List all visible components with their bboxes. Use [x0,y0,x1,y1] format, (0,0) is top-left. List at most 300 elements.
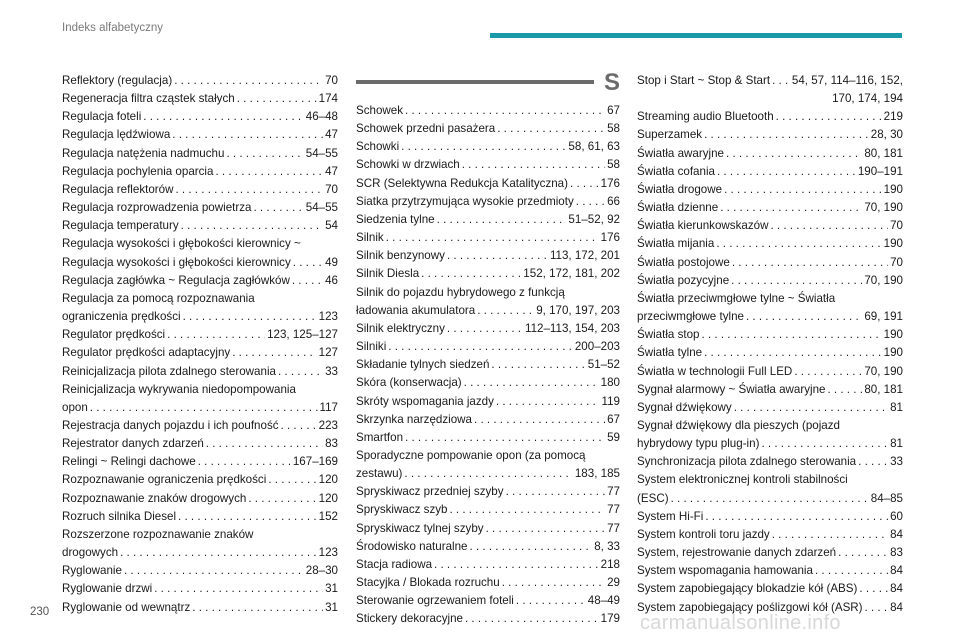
entry-term: Światła kierunkowskazów [637,219,769,233]
entry-term: Relingi ~ Relingi dachowe [62,455,196,469]
dot-leader [253,199,303,217]
dot-leader [143,108,303,126]
dot-leader [770,217,888,235]
entry-pages: 70 [325,182,338,196]
entry-term: Schowki w drzwiach [356,158,460,172]
entry-term: Regulacja za pomocą rozpoznawania [62,291,255,305]
entry-pages: 58 [607,158,620,172]
entry-pages: 80, 181 [864,146,903,160]
index-entry [356,229,620,247]
dot-leader [502,574,605,592]
dot-leader [90,399,318,417]
index-entry [62,363,338,381]
section-divider [356,80,594,84]
entry-term: Smartfon [356,430,404,444]
entry-term: Siedzenia tylne [356,212,435,226]
entry-term: Schowek [356,104,404,117]
entry-pages: 84 [890,527,903,541]
entry-term: Sterowanie ogrzewaniem foteli [356,594,514,608]
entry-pages: 59 [607,430,620,444]
dot-leader [516,592,586,610]
entry-term: Superzamek [637,128,703,142]
dot-leader [268,471,316,489]
entry-term: System zapobiegający blokadzie kół (ABS) [637,582,858,596]
entry-term: Światła awaryjne [637,146,724,160]
index-entry [637,580,903,598]
index-entry [356,120,620,138]
dot-leader [464,374,599,392]
entry-term: Reflektory (regulacja) [62,74,173,87]
entry-term: drogowych [62,546,119,560]
page-number: 230 [30,606,50,618]
index-entry [62,544,338,562]
entry-term: Regulacja zagłówka ~ Regulacja zagłówków [62,273,290,287]
dot-leader [281,417,317,435]
entry-pages: 8, 33 [594,539,620,553]
index-entry [637,90,903,108]
entry-pages: 46 [325,273,338,287]
entry-pages: 127 [318,346,338,360]
index-entry [637,290,903,308]
entry-term: System wspomagania hamowania [637,564,813,578]
dot-leader [198,453,291,471]
index-entry [637,272,903,290]
dot-leader [671,490,869,508]
entry-term: Regulacja wysokości i głębokości kierownicy [62,255,291,269]
entry-term: Regulator prędkości [62,328,166,342]
index-entry [637,363,903,381]
entry-term: System elektronicznej kontroli stabilności [637,473,848,487]
entry-pages: 48–49 [587,594,620,608]
index-entry [356,211,620,229]
entry-pages: 84 [890,582,903,596]
dot-leader [124,562,304,580]
index-column-3 [637,72,903,617]
entry-term: Sygnał dźwiękowy dla pieszych (pojazd [637,418,840,432]
dot-leader [761,435,888,453]
entry-term: Schowek przedni pasażera [356,122,496,136]
index-entry [637,217,903,235]
index-entry [356,265,620,283]
index-entry [637,544,903,562]
entry-term: Silnik do pojazdu hybrydowego z funkcją [356,285,565,299]
dot-leader [293,254,323,272]
entry-pages: 51–52 [587,358,620,372]
entry-pages: 46–48 [305,110,338,124]
entry-pages: 70, 190 [864,273,903,287]
entry-pages: 70 [325,74,338,87]
entry-pages: 120 [318,491,338,505]
entry-pages: 54 [325,219,338,233]
index-entry [356,429,620,447]
dot-leader [447,320,523,338]
entry-pages: 77 [607,521,620,535]
index-entry [637,344,903,362]
index-entry [356,483,620,501]
entry-pages: 54–55 [305,146,338,160]
entry-pages: 31 [325,582,338,596]
dot-leader [474,411,605,429]
index-entry [62,399,338,417]
index-entry [356,393,620,411]
index-entry [637,381,903,399]
dot-leader [226,145,303,163]
dot-leader [449,501,605,519]
dot-leader [859,580,888,598]
dot-leader [386,229,599,247]
entry-term: Ryglowanie od wewnątrz [62,600,191,614]
entry-term: opon [62,400,88,414]
entry-pages: 67 [607,412,620,426]
entry-term: ograniczenia prędkości [62,310,181,324]
index-entry [356,247,620,265]
index-entry [356,538,620,556]
entry-term: Stickery dekoracyjne [356,612,463,626]
entry-term: System zapobiegający poślizgowi kół (ASR) [637,600,863,614]
entry-pages: 70 [890,219,903,233]
entry-pages: 176 [600,176,620,190]
entry-pages: 54–55 [305,201,338,215]
index-entry [62,90,338,108]
entry-pages: 117 [319,400,338,414]
entry-pages: 219 [883,110,903,124]
dot-leader [183,308,317,326]
entry-term: Schowki [356,140,400,154]
index-entry [637,490,903,508]
dot-leader [388,338,573,356]
index-entry [637,72,903,90]
index-entry [356,465,620,483]
index-entry [62,599,338,617]
dot-leader [154,580,323,598]
entry-pages: 113, 172, 201 [549,249,620,263]
entry-pages: 174 [318,92,338,106]
entry-pages: 83 [325,437,338,451]
index-entry [356,193,620,211]
index-entry [62,526,338,544]
index-entry [637,145,903,163]
entry-pages: 223 [318,418,338,432]
index-entry [637,308,903,326]
entry-pages: 190 [883,328,903,342]
entry-term: Silniki [356,340,387,354]
index-entry [62,254,338,272]
entry-pages: 66 [607,194,620,208]
entry-term: przeciwmgłowe tylne [637,310,744,324]
dot-leader [570,175,599,193]
dot-leader [815,562,888,580]
entry-term: Regulacja pochylenia oparcia [62,164,214,178]
index-entry [356,102,620,120]
entry-pages-continued: 170, 174, 194 [832,92,903,106]
entry-term: Spryskiwacz szyb [356,503,448,517]
entry-term: Silnik benzynowy [356,249,445,263]
entry-term: Siatka przytrzymująca wysokie przedmioty [356,194,574,208]
index-entry [356,592,620,610]
index-entry [356,447,620,465]
entry-term: Rejestracja danych pojazdu i ich poufność [62,418,279,432]
index-column-1 [62,72,338,617]
entry-term: ładowania akumulatora [356,303,476,317]
entry-term: (ESC) [637,491,669,505]
index-entry [62,435,338,453]
dot-leader [734,399,888,417]
section-letter: S [603,69,620,96]
entry-term: Światła postojowe [637,255,730,269]
index-entry [637,508,903,526]
dot-leader [434,556,599,574]
entry-term: Rozruch silnika Diesel [62,509,177,523]
entry-term: Regulacja temperatury [62,219,179,233]
entry-term: Światła drogowe [637,182,723,196]
entry-pages: 123 [318,546,338,560]
entry-pages: 123 [318,310,338,324]
entry-pages: 9, 170, 197, 203 [536,303,620,317]
index-entry [62,272,338,290]
entry-term: zestawu) [356,467,403,481]
dot-leader [731,272,862,290]
entry-pages: 60 [890,509,903,523]
index-entry [62,326,338,344]
entry-pages: 83 [890,546,903,560]
dot-leader [576,193,605,211]
header-title: Indeks alfabetyczny [62,22,164,34]
dot-leader [248,490,316,508]
index-entry [356,501,620,519]
entry-term: Światła stop [637,328,700,342]
entry-pages: 190 [883,182,903,196]
index-entry [637,235,903,253]
entry-pages: 123, 125–127 [267,328,338,342]
dot-leader [486,520,606,538]
index-entry [356,411,620,429]
entry-term: Skróty wspomagania jazdy [356,394,494,408]
entry-term: Stacja radiowa [356,557,433,571]
entry-term: Stop i Start ~ Stop & Start [637,74,771,87]
index-entry [62,308,338,326]
entry-pages: 176 [600,231,620,245]
entry-pages: 70, 190 [864,201,903,215]
index-entry [62,562,338,580]
entry-term: Streaming audio Bluetooth [637,110,774,124]
entry-term: Światła przeciwmgłowe tylne ~ Światła [637,291,836,305]
index-entry [62,163,338,181]
dot-leader [404,465,572,483]
dot-leader [704,344,882,362]
index-entry [62,126,338,144]
entry-term: hybrydowy typu plug-in) [637,437,760,451]
dot-leader [794,363,862,381]
entry-pages: 190 [883,237,903,251]
entry-term: Regulacja natężenia nadmuchu [62,146,225,160]
entry-term: Skrzynka narzędziowa [356,412,472,426]
dot-leader [827,381,862,399]
index-entry [62,217,338,235]
entry-pages: 120 [318,473,338,487]
entry-pages: 58, 61, 63 [568,140,620,154]
dot-leader [462,156,605,174]
entry-term: Regulacja foteli [62,110,142,124]
entry-pages: 31 [325,600,338,614]
dot-leader [704,126,869,144]
index-entry [62,72,338,90]
entry-pages: 152, 172, 181, 202 [523,267,620,281]
entry-term: Spryskiwacz tylnej szyby [356,521,484,535]
index-entry [62,235,338,253]
index-entry [637,108,903,126]
index-entry [637,562,903,580]
dot-leader [732,254,888,272]
entry-pages: 67 [607,104,620,117]
entry-pages: 200–203 [574,340,620,354]
index-entry [62,471,338,489]
entry-term: Środowisko naturalne [356,539,468,553]
entry-pages: 84–85 [870,491,903,505]
entry-term: Światła cofania [637,164,715,178]
dot-leader [206,435,323,453]
entry-term: Rozpoznawanie ograniczenia prędkości [62,473,267,487]
watermark: carmanualsonline.info [640,612,841,634]
entry-pages: 81 [890,437,903,451]
entry-term: System, rejestrowanie danych zdarzeń [637,546,837,560]
dot-leader [465,610,599,628]
section-heading [356,69,620,97]
entry-pages: 47 [325,128,338,142]
dot-leader [215,163,323,181]
entry-term: Rejestrator danych zdarzeń [62,437,204,451]
entry-term: Regulator prędkości adaptacyjny [62,346,231,360]
dot-leader [724,181,882,199]
entry-pages: 152 [318,509,338,523]
entry-term: Światła dzienne [637,201,719,215]
index-entry [356,574,620,592]
index-entry [62,108,338,126]
dot-leader [437,211,567,229]
entry-term: Reinicjalizacja wykrywania niedopompowania [62,382,296,396]
entry-pages: 58 [607,122,620,136]
index-entry [62,145,338,163]
dot-leader [292,272,323,290]
entry-term: Regeneracja filtra cząstek stałych [62,92,235,106]
entry-term: Światła mijania [637,237,715,251]
index-entry [356,138,620,156]
entry-term: Ryglowanie drzwi [62,582,153,596]
dot-leader [278,363,323,381]
entry-term: Silnik Diesla [356,267,420,281]
dot-leader [174,72,323,90]
index-entry [637,453,903,471]
entry-term: Ryglowanie [62,564,122,578]
dot-leader [192,599,323,617]
entry-pages: 77 [607,485,620,499]
index-entry [356,374,620,392]
index-entry [637,163,903,181]
entry-pages: 183, 185 [574,467,620,481]
entry-pages: 77 [607,503,620,517]
entry-pages: 167–169 [292,455,338,469]
index-entry [637,435,903,453]
entry-term: Światła pozycyjne [637,273,730,287]
entry-pages: 54, 57, 114–116, 152, [791,74,903,87]
entry-pages: 190–191 [857,164,903,178]
entry-term: Skóra (konserwacja) [356,376,462,390]
index-entry [356,302,620,320]
entry-term: SCR (Selektywna Redukcja Katalityczna) [356,176,568,190]
dot-leader [746,308,862,326]
entry-term: Regulacja reflektorów [62,182,174,196]
entry-pages: 47 [325,164,338,178]
index-entry [356,520,620,538]
index-entry [637,181,903,199]
entry-term: System Hi-Fi [637,509,704,523]
entry-term: Stacyjka / Blokada rozruchu [356,576,500,590]
index-entry [62,344,338,362]
header-accent-bar [490,33,902,38]
index-entry [356,338,620,356]
entry-pages: 69, 191 [864,310,903,324]
dot-leader [702,326,882,344]
dot-leader [167,326,265,344]
entry-pages: 180 [600,376,620,390]
index-entry [356,284,620,302]
entry-term: Regulacja wysokości i głębokości kierownicy ~ [62,237,301,251]
entry-pages: 28, 30 [870,128,903,142]
dot-leader [178,508,317,526]
entry-pages: 112–113, 154, 203 [525,321,620,335]
entry-pages: 70 [890,255,903,269]
entry-term: Sporadyczne pompowanie opon (za pomocą [356,448,586,462]
dot-leader [237,90,317,108]
index-entry [62,290,338,308]
dot-leader [506,483,606,501]
entry-term: Światła tylne [637,346,703,360]
dot-leader [865,599,889,617]
entry-term: System kontroli toru jazdy [637,527,770,541]
index-entry [637,417,903,435]
entry-term: Sygnał dźwiękowy [637,400,732,414]
entry-term: Rozpoznawanie znaków drogowych [62,491,247,505]
index-entry [62,508,338,526]
index-entry [356,320,620,338]
dot-leader [838,544,888,562]
dot-leader [232,344,316,362]
dot-leader [421,265,521,283]
entry-term: Światła w technologii Full LED [637,364,793,378]
index-entry [637,399,903,417]
dot-leader [497,120,605,138]
index-entry [62,490,338,508]
dot-leader [120,544,317,562]
entry-pages: 29 [607,576,620,590]
entry-term: Reinicjalizacja pilota zdalnego sterowania [62,364,276,378]
index-entry [637,199,903,217]
index-entry [637,526,903,544]
entry-term: Rozszerzone rozpoznawanie znaków [62,527,254,541]
entry-term: Spryskiwacz przedniej szyby [356,485,504,499]
entry-pages: 33 [890,455,903,469]
dot-leader [405,429,605,447]
entry-pages: 80, 181 [864,382,903,396]
index-entry [637,326,903,344]
entry-pages: 84 [890,564,903,578]
entry-term: Regulacja lędźwiowa [62,128,171,142]
index-entry [62,181,338,199]
index-entry [356,610,620,628]
dot-leader [772,72,790,90]
index-entry [637,471,903,489]
entry-term: Regulacja rozprowadzenia powietrza [62,201,252,215]
dot-leader [491,356,585,374]
